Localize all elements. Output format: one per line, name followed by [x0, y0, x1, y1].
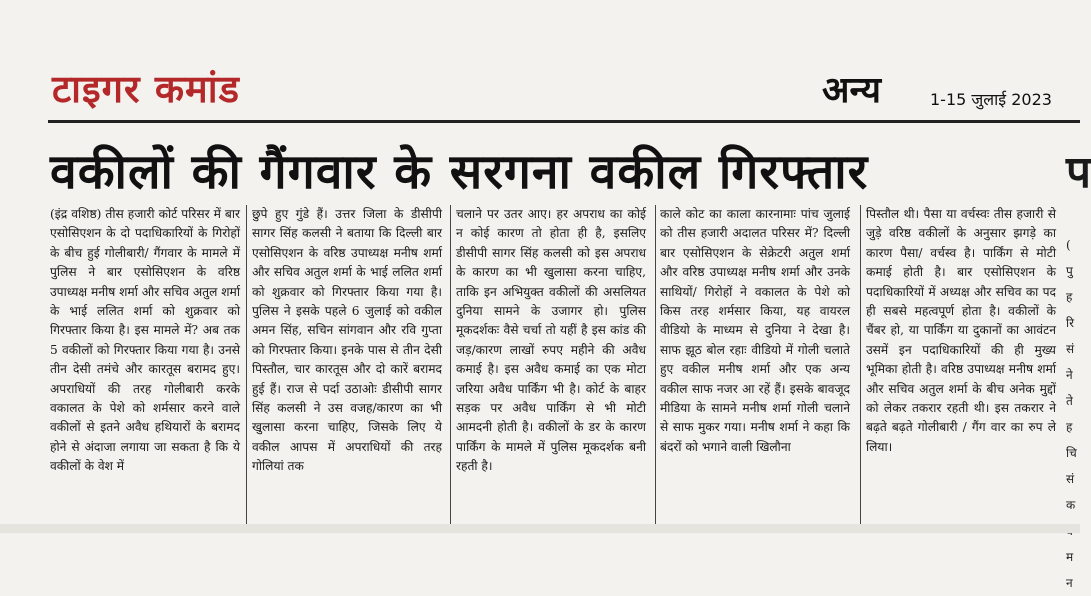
fragment-line: सं	[1066, 342, 1075, 356]
fragment-line: पु	[1066, 264, 1073, 278]
article-column-1	[50, 205, 240, 530]
next-article-fragment	[1066, 232, 1080, 596]
article-column-5	[866, 205, 1056, 530]
column-text: काले कोट का काला कारनामाः पांच जुलाई को तीस हजारी अदालत परिसर में? दिल्ली बार एसोसिएशन के सेक्रेटरी अतुल शर्मा और वरिष्ठ उपाध्यक्ष मनीष शर्मा और उनके साथियों/ गिरोहों ने वकालत के पेशे को किस तरह शर्मसार किया, यह वायरल वीडियो के माध्यम से दुनिया ने देखा है। साफ झूठ बोल रहाः वीडियो में गोली चलाते हुए वकील मनीष शर्मा और एक अन्य वकील साफ नजर आ रहें हैं। इसके बावजूद मीडिया के सामने मनीष शर्मा गोली चलाने से साफ मुकर गया। मनीष शर्मा ने कहा कि बंदरों को भगाने वाली खिलौना	[660, 207, 850, 454]
section-label: अन्य	[822, 70, 882, 111]
page-bottom-edge	[0, 524, 1080, 533]
fragment-line: रि	[1066, 316, 1075, 330]
fragment-line: ह	[1066, 420, 1073, 434]
fragment-line: ने	[1066, 368, 1073, 382]
fragment-line: ते	[1066, 394, 1073, 408]
column-divider	[860, 205, 861, 525]
fragment-line: ह	[1066, 290, 1073, 304]
column-divider	[246, 205, 247, 525]
article-column-3	[456, 205, 646, 530]
column-text: पिस्तौल थी। पैसा या वर्चस्वः तीस हजारी से जुड़े वरिष्ठ वकीलों के अनुसार झगड़े का कारण पैसा/ वर्चस्व है। पार्किंग से मोटी कमाई होती है। बार एसोसिएशन के पदाधिकारियों में अध्यक्ष और सचिव का पद ही सबसे महत्वपूर्ण होता है। वकीलों के चैंबर हो, या पार्किंग या दुकानों का आवंटन उसमें इन पदाधिकारियों की ही मुख्य भूमिका होती है। वरिष्ठ उपाध्यक्ष मनीष शर्मा और सचिव अतुल शर्मा के बीच अनेक मुद्दों को लेकर तकरार रहती थी। इस तकरार ने बढ़ते बढ़ते गोलीबारी / गैंग वार का रुप ले लिया।	[866, 207, 1056, 454]
column-text: छुपे हुए गुंडे हैं। उत्तर जिला के डीसीपी सागर सिंह कलसी ने बताया कि दिल्ली बार एसोसिएशन के वरिष्ठ उपाध्यक्ष मनीष शर्मा और सचिव अतुल शर्मा के भाई ललित शर्मा को शुक्रवार को गिरफ्तार किया गया है। पुलिस ने इसके पहले 6 जुलाई को वकील अमन सिंह, सचिन सांगवान और रवि गुप्ता को गिरफ्तार किया। इनके पास से तीन देसी पिस्तौल, चार कारतूस और दो कारें बरामद हुई हैं। राज से पर्दा उठाओः डीसीपी सागर सिंह कलसी ने उस वजह/कारण का भी खुलासा करना चाहिए, जिसके लिए ये वकील आपस में अपराधियों की तरह गोलियां तक	[252, 207, 442, 474]
column-text: चलाने पर उतर आए। हर अपराध का कोई न कोई कारण तो होता ही है, इसलिए डीसीपी सागर सिंह कलसी को इस अपराध के कारण का भी खुलासा करना चाहिए, ताकि इन अभियुक्त वकीलों की असलियत दुनिया सामने के उजागर हो। पुलिस मूकदर्शकः वैसे चर्चा तो यहीं है इस कांड की जड़/कारण लाखों रुपए महीने की अवैध कमाई है। इस अवैध कमाई का एक मोटा जरिया अवैध पार्किंग भी है। कोर्ट के बाहर सड़क पर अवैध पार्किंग से भी मोटी आमदनी होती है। वकीलों के डर के कारण पार्किंग के मामले में पुलिस मूकदर्शक बनी रहती है।	[456, 207, 646, 474]
article-column-4	[660, 205, 850, 530]
newspaper-masthead: टाइगर कमांड	[52, 67, 240, 111]
column-divider	[450, 205, 451, 525]
article-column-2	[252, 205, 442, 530]
cut-off-headline-fragment: प	[1066, 147, 1091, 198]
fragment-line: (	[1066, 238, 1071, 252]
column-text: (इंद्र वशिष्ठ) तीस हजारी कोर्ट परिसर में बार एसोसिएशन के दो पदाधिकारियों के गिरोहों के बीच हुई गोलीबारी/ गैंगवार के मामले में पुलिस ने बार एसोसिएशन के वरिष्ठ उपाध्यक्ष मनीष शर्मा और सचिव अतुल शर्मा के भाई ललित शर्मा को शुक्रवार को गिरफ्तार किया है। इस मामले में? अब तक 5 वकीलों को गिरफ्तार किया गया है। उनसे तीन देसी तमंचे और कारतूस बरामद हुए। अपराधियों की तरह गोलीबारी करके वकालत के पेशे को शर्मसार करने वाले वकीलों से इतने अवैध हथियारों के बरामद होने से अंदाजा लगाया जा सकता है कि ये वकीलों के वेश में	[50, 207, 240, 474]
header-divider	[48, 120, 1080, 123]
fragment-line: न	[1066, 576, 1073, 590]
issue-date: 1-15 जुलाई 2023	[930, 90, 1052, 109]
column-divider	[655, 205, 656, 525]
fragment-line: चि	[1066, 446, 1077, 460]
fragment-line: क	[1066, 498, 1076, 512]
article-headline: वकीलों की गैंगवार के सरगना वकील गिरफ्तार	[50, 144, 869, 200]
fragment-line: म	[1066, 550, 1074, 564]
fragment-line: सं	[1066, 472, 1075, 486]
